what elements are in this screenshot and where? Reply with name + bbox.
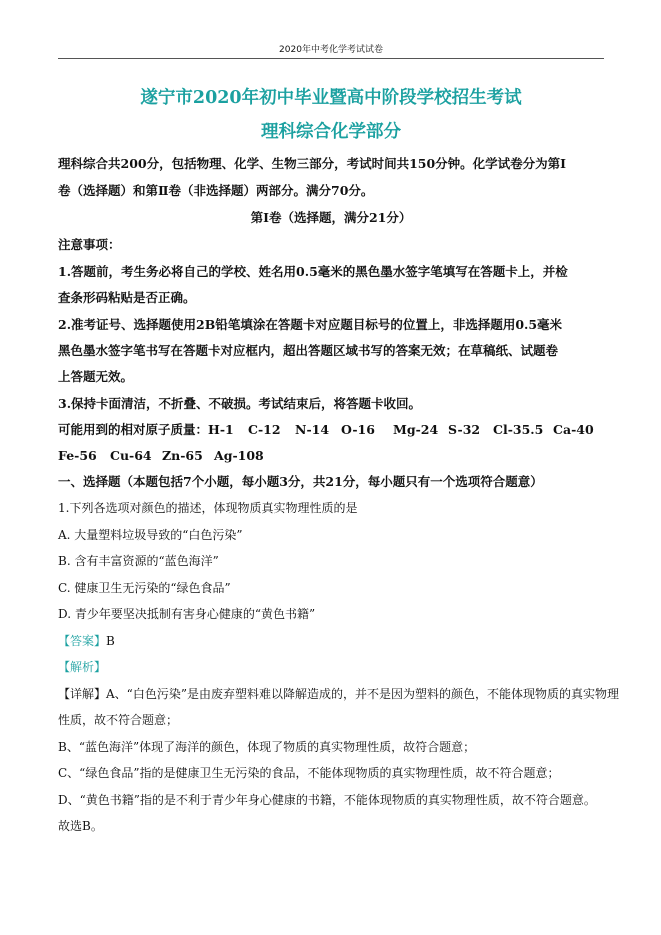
answer-value: B <box>106 634 115 648</box>
notes-heading: 注意事项： <box>58 237 121 252</box>
intro-line-1: 理科综合共200分，包括物理、化学、生物三部分，考试时间共150分钟。化学试卷分为第Ⅰ <box>58 156 567 171</box>
answer-line <box>58 633 604 649</box>
detail-b: B、“蓝色海洋”体现了海洋的颜色，体现了物质的真实物理性质，故符合题意； <box>58 740 476 754</box>
atomic-mass-row-1 <box>58 422 604 438</box>
atomic-mass-item: Zn-65 <box>162 448 203 463</box>
detail-line-2: 性质，故不符合题意； <box>58 713 179 727</box>
atomic-mass-item: O-16 <box>341 422 375 437</box>
part-1-heading: 一、选择题（本题包括7个小题，每小题3分，共21分，每小题只有一个选项符合题意） <box>58 474 543 489</box>
detail-a-text: A、“白色污染”是由废弃塑料难以降解造成的，并不是因为塑料的颜色，不能体现物质的真实物理 <box>106 687 619 701</box>
atomic-mass-item: Cu-64 <box>110 448 152 463</box>
note-1-line-2: 查条形码粘贴是否正确。 <box>58 290 196 305</box>
page-header: 2020年中考化学考试试卷 <box>58 45 604 59</box>
atomic-mass-row-2 <box>58 448 604 464</box>
note-2-line-2: 黑色墨水签字笔书写在答题卡对应框内，超出答题区域书写的答案无效；在草稿纸、试题卷 <box>58 343 559 358</box>
detail-line-1 <box>58 686 619 702</box>
atomic-mass-item: Ca-40 <box>553 422 594 437</box>
option-c: C. 健康卫生无污染的“绿色食品” <box>58 581 231 595</box>
exam-subtitle: 理科综合化学部分 <box>261 122 401 142</box>
question-1-stem: 1.下列各选项对颜色的描述，体现物质真实物理性质的是 <box>58 501 358 515</box>
note-1-line-1: 1.答题前，考生务必将自己的学校、姓名用0.5毫米的黑色墨水签字笔填写在答题卡上，并检 <box>58 264 568 279</box>
conclusion: 故选B。 <box>58 819 103 833</box>
atomic-mass-item: H-1 <box>208 422 234 437</box>
option-a: A. 大量塑料垃圾导致的“白色污染” <box>58 528 243 542</box>
exam-title: 遂宁市2020年初中毕业暨高中阶段学校招生考试 <box>140 88 522 108</box>
analysis-label: 【解析】 <box>58 660 107 674</box>
atomic-mass-item: Ag-108 <box>214 448 264 463</box>
option-b: B. 含有丰富资源的“蓝色海洋” <box>58 554 219 568</box>
section-title: 第Ⅰ卷（选择题，满分21分） <box>250 210 412 225</box>
note-3: 3.保持卡面清洁，不折叠、不破损。考试结束后，将答题卡收回。 <box>58 396 422 411</box>
note-2-line-1: 2.准考证号、选择题使用2B铅笔填涂在答题卡对应题目标号的位置上，非选择题用0.5毫米 <box>58 317 563 332</box>
note-2-line-3: 上答题无效。 <box>58 369 134 384</box>
atomic-mass-item: C-12 <box>248 422 281 437</box>
answer-label: 【答案】 <box>58 634 107 648</box>
atomic-mass-label: 可能用到的相对原子质量： <box>58 422 209 437</box>
atomic-mass-item: S-32 <box>448 422 481 437</box>
atomic-mass-item: Cl-35.5 <box>493 422 544 437</box>
option-d: D. 青少年要坚决抵制有害身心健康的“黄色书籍” <box>58 607 316 621</box>
atomic-mass-item: Mg-24 <box>393 422 439 437</box>
atomic-mass-item: Fe-56 <box>58 448 97 463</box>
intro-line-2: 卷（选择题）和第Ⅱ卷（非选择题）两部分。满分70分。 <box>58 183 374 198</box>
detail-d: D、“黄色书籍”指的是不利于青少年身心健康的书籍，不能体现物质的真实物理性质，故不符合题意。 <box>58 793 596 807</box>
detail-label: 【详解】 <box>58 687 107 701</box>
atomic-mass-item: N-14 <box>295 422 330 437</box>
detail-c: C、“绿色食品”指的是健康卫生无污染的食品，不能体现物质的真实物理性质，故不符合题意； <box>58 766 560 780</box>
